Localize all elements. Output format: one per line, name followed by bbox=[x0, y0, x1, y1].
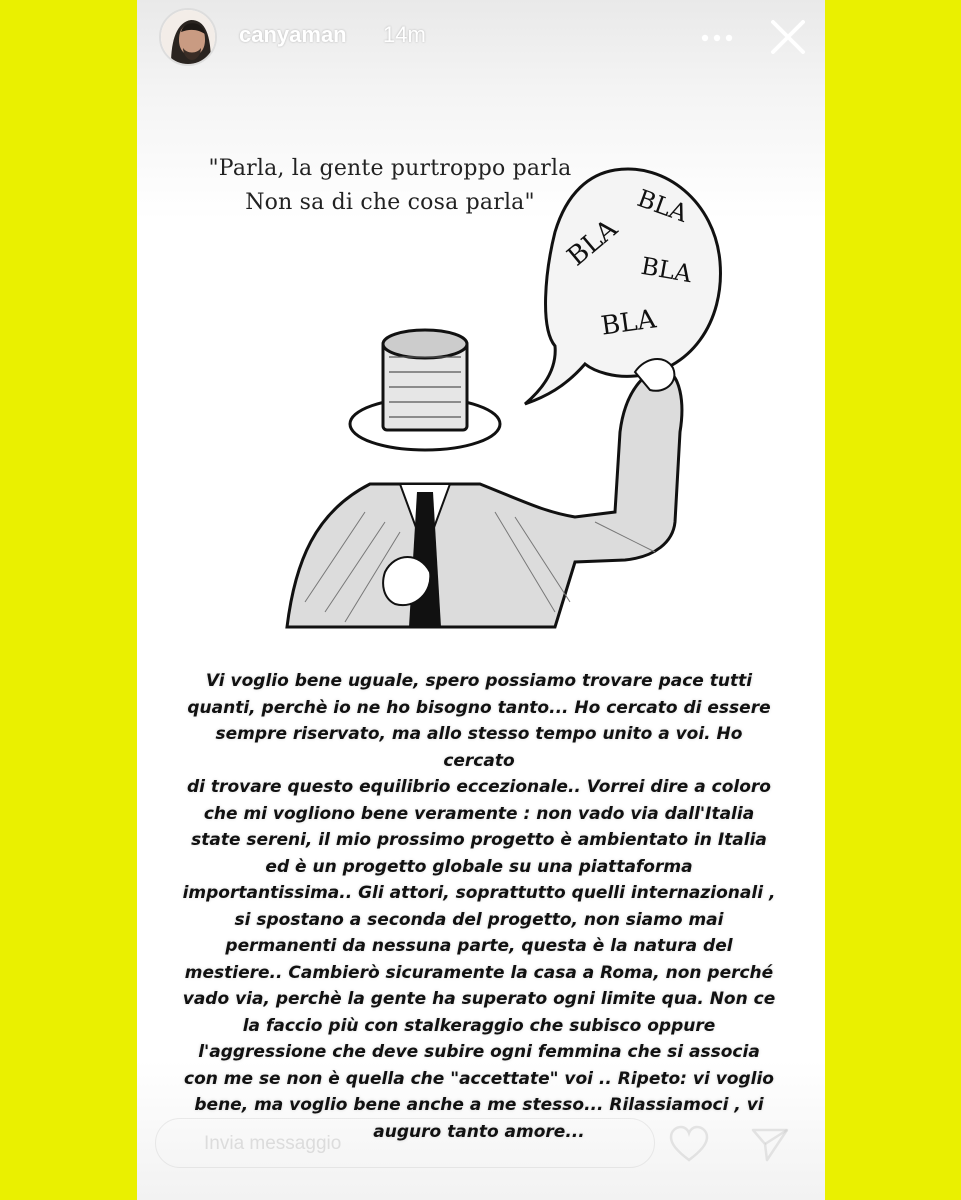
avatar-photo bbox=[161, 10, 215, 64]
reply-placeholder: Invia messaggio bbox=[204, 1133, 342, 1154]
message-line: vado via, perchè la gente ha superato ogni limite qua. Non ce bbox=[182, 989, 776, 1009]
message-line: state sereni, il mio prossimo progetto è ambientato in Italia bbox=[191, 830, 767, 850]
message-line: permanenti da nessuna parte, questa è la natura del bbox=[225, 936, 733, 956]
send-icon[interactable] bbox=[749, 1124, 791, 1164]
message-line: quanti, perchè io ne ho bisogno tanto... Ho cercato di essere bbox=[187, 697, 771, 718]
close-icon[interactable] bbox=[765, 14, 811, 60]
message-line: l'aggressione che deve subire ogni femmina che si associa bbox=[198, 1042, 760, 1062]
story-username[interactable]: canyaman bbox=[239, 22, 347, 47]
message-line: con me se non è quella che "accettate" voi .. Ripeto: vi voglio bbox=[184, 1068, 774, 1089]
more-horizontal-icon[interactable] bbox=[697, 26, 737, 50]
message-line: che mi vogliono bene veramente : non vado via dall'Italia bbox=[203, 803, 755, 824]
reply-message-input[interactable] bbox=[155, 1118, 655, 1168]
message-line: auguro tanto amore... bbox=[373, 1121, 585, 1142]
message-line: ed è un progetto globale su una piattaforma bbox=[265, 856, 693, 877]
story-illustration bbox=[195, 132, 735, 632]
bubble-word-1: BLA bbox=[561, 213, 624, 273]
speech-bubble bbox=[525, 169, 720, 404]
message-line: mestiere.. Cambierò sicuramente la casa a Roma, non perché bbox=[184, 962, 774, 983]
bubble-word-4: BLA bbox=[599, 304, 658, 342]
story-message-text bbox=[179, 668, 779, 1145]
message-line: di trovare questo equilibrio eccezionale.. Vorrei dire a coloro bbox=[187, 777, 771, 797]
story-viewer bbox=[137, 0, 825, 1200]
quote-line-1: "Parla, la gente purtroppo parla bbox=[208, 156, 572, 181]
story-header bbox=[137, 0, 825, 80]
message-line: Vi voglio bene uguale, spero possiamo trovare pace tutti bbox=[205, 671, 753, 691]
message-line: bene, ma voglio bene anche a me stesso... Rilassiamoci , vi bbox=[194, 1095, 764, 1115]
message-line: la faccio più con stalkeraggio che subisco oppure bbox=[242, 1015, 716, 1036]
avatar[interactable] bbox=[159, 8, 217, 66]
message-line: si spostano a seconda del progetto, non siamo mai bbox=[234, 909, 724, 930]
heart-icon[interactable] bbox=[667, 1124, 711, 1164]
quote-line-2: Non sa di che cosa parla" bbox=[245, 190, 535, 215]
bubble-word-2: BLA bbox=[633, 184, 692, 228]
message-line: sempre riservato, ma allo stesso tempo unito a voi. Ho cercato bbox=[215, 724, 743, 771]
message-line: importantissima.. Gli attori, soprattutto quelli internazionali , bbox=[182, 883, 776, 903]
story-timestamp: 14m bbox=[383, 22, 426, 47]
bubble-word-3: BLA bbox=[638, 251, 694, 289]
